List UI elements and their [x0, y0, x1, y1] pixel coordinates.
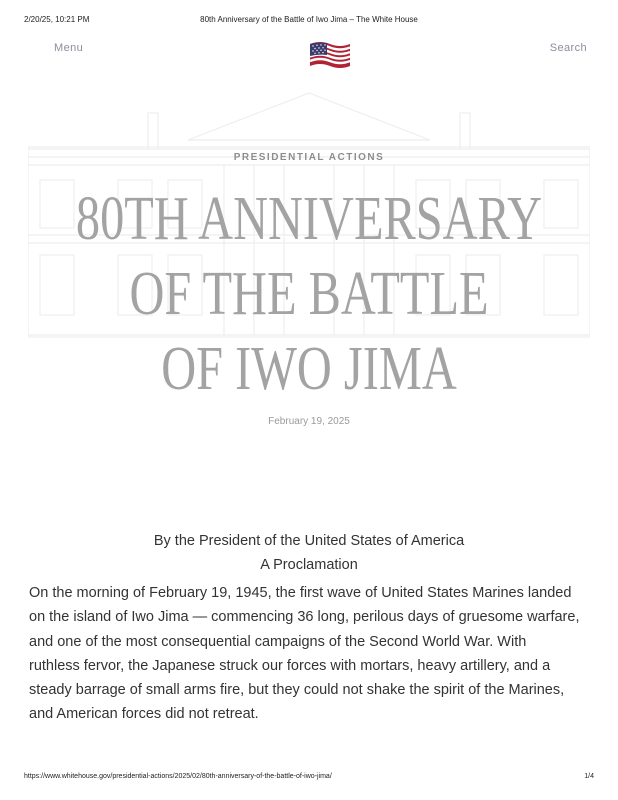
- print-header: [24, 15, 594, 27]
- menu-button[interactable]: Menu: [54, 42, 84, 54]
- title-line: OF THE BATTLE: [129, 260, 489, 328]
- proclamation-heading: A Proclamation: [260, 557, 358, 573]
- byline: By the President of the United States of America: [153, 533, 465, 549]
- print-footer: [24, 773, 594, 785]
- article-paragraph: On the morning of February 19, 1945, the first wave of United States Marines landed on the island of Iwo Jima — commencing 36 long, perilous days of gruesome warfare, and one of the most consequential campaigns of the Second World War. With ruthless fervor, the Japanese struck our forces with mortars, heavy artillery, and a steady barrage of small arms fire, but they could not shake the spirit of the Marines, and American forces did not retreat.: [29, 585, 580, 723]
- print-document-title: 80th Anniversary of the Battle of Iwo Jima – The White House: [200, 15, 418, 24]
- publish-date: February 19, 2025: [268, 416, 350, 427]
- us-flag-icon[interactable]: [308, 40, 352, 72]
- print-url: https://www.whitehouse.gov/presidential-actions/2025/02/80th-anniversary-of-the-battle-of-iwo-jima/: [24, 773, 332, 780]
- title-line: OF IWO JIMA: [161, 335, 457, 403]
- search-button[interactable]: Search: [549, 42, 587, 54]
- top-nav: [0, 40, 618, 72]
- page-title: [68, 182, 550, 407]
- page-indicator: 1/4: [584, 773, 594, 780]
- title-line: 80TH ANNIVERSARY: [75, 185, 543, 253]
- print-datetime: 2/20/25, 10:21 PM: [24, 15, 90, 24]
- section-eyebrow[interactable]: PRESIDENTIAL ACTIONS: [233, 152, 385, 163]
